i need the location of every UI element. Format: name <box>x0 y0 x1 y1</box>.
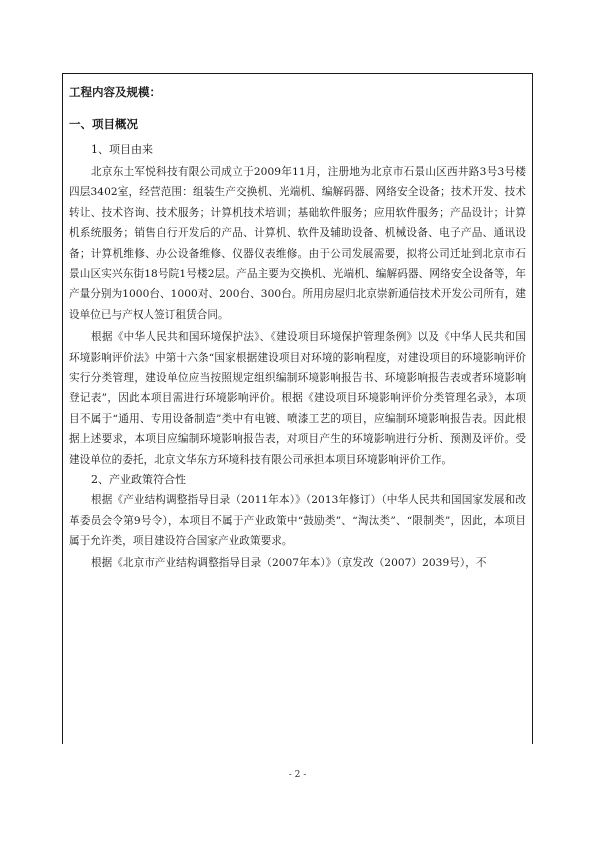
document-body <box>69 84 526 574</box>
subsection-title-2: 2、产业政策符合性 <box>91 473 186 487</box>
section-title: 工程内容及规模： <box>69 85 161 99</box>
content-frame <box>62 73 533 744</box>
section-heading: 一、项目概况 <box>69 117 138 131</box>
paragraph-beijing-policy: 根据《北京市产业结构调整指导目录（2007年本）》（京发改（2007）2039号），不 <box>91 557 487 570</box>
paragraph-eia-basis: 根据《中华人民共和国环境保护法》、《建设项目环境保护管理条例》以及《中华人民共和国环境影响评价法》中第十六条“国家根据建设项目对环境的影响程度，对建设项目的环境影响评价实行分类管理，建设单位应当按照规定组织编制环境影响报告书、环境影响报告表或者环境影响登记表”，因此本项目需进行环境影响评价。根据《建设项目环境影响评价分类管理名录》，本项目不属于“通用、专用设备制造”类中有电镀、喷漆工艺的项目，应编制环境影响报告表。因此根据上述要求，本项目应编制环境影响报告表，对项目产生的环境影响进行分析、预测及评价。受建设单位的委托，北京文华东方环境科技有限公司承担本项目环境影响评价工作。 <box>69 331 526 466</box>
subsection-title-1: 1、项目由来 <box>91 143 153 156</box>
paragraph-project-origin: 北京东土军悦科技有限公司成立于2009年11月，注册地为北京市石景山区西井路3号3号楼四层3402室，经营范围：组装生产交换机、光端机、编解码器、网络安全设备；技术开发、技术转让、技术咨询、技术服务；计算机技术培训；基础软件服务；应用软件服务；产品设计；计算机系统服务；销售自行开发后的产品、计算机、软件及辅助设备、机械设备、电子产品、通讯设备；计算机维修、办公设备维修、仪器仪表维修。由于公司发展需要，拟将公司迁址到北京市石景山区实兴东街18号院1号楼2层。产品主要为交换机、光端机、编解码器、网络安全设备等，年产量分别为1000台、1000对、200台、300台。所用房屋归北京崇新通信技术开发公司所有，建设单位已与产权人签订租赁合同。 <box>69 166 526 321</box>
paragraph-national-policy: 根据《产业结构调整指导目录（2011年本）》（2013年修订）（中华人民共和国国家发展和改革委员会令第9号令），本项目不属于产业政策中“鼓励类”、“淘汰类”、“限制类”，因此，本项目属于允许类，项目建设符合国家产业政策要求。 <box>69 494 526 547</box>
page-number: - 2 - <box>288 770 307 780</box>
